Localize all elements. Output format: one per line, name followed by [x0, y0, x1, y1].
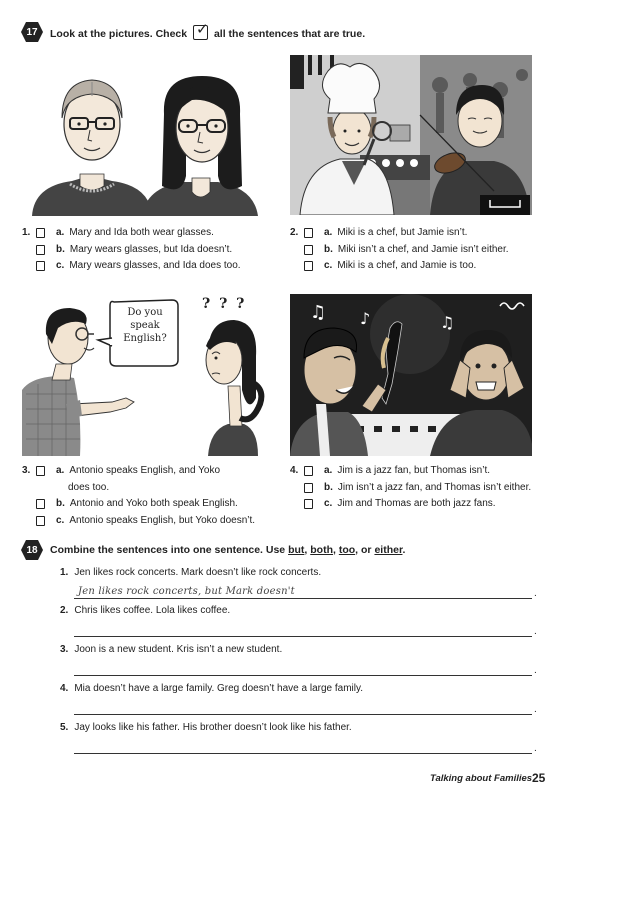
question-2-number: 2. [290, 227, 299, 238]
exercise-18-item-1 [60, 567, 537, 599]
exercise-17-badge [21, 21, 43, 43]
answer-line-5[interactable] [74, 753, 532, 754]
exercise-17-instructions [50, 21, 366, 40]
question-4-option-b[interactable] [290, 480, 610, 497]
exercise-18-item-3 [60, 644, 537, 676]
checkbox-2b[interactable] [304, 245, 313, 255]
footer-section-title: Talking about Families [430, 773, 533, 784]
or-word: or [361, 544, 372, 556]
svg-text:♪: ♪ [360, 309, 371, 328]
item-number: 5. [60, 722, 69, 733]
exercise-17-number: 17 [26, 26, 38, 38]
exercise-18-number: 18 [26, 544, 38, 556]
checkbox-1c[interactable] [36, 261, 45, 271]
question-1-option-b[interactable] [22, 242, 282, 259]
option-letter: a. [324, 465, 333, 476]
speech-line: speak [130, 320, 160, 331]
checkbox-3b[interactable] [36, 499, 45, 509]
line-period: . [534, 626, 537, 637]
option-text: Mary wears glasses, and Ida does too. [69, 260, 241, 271]
option-text: Antonio speaks English, and Yoko [69, 465, 221, 476]
checkbox-3c[interactable] [36, 516, 45, 526]
option-text: Mary wears glasses, but Ida doesn’t. [69, 243, 233, 255]
question-1 [22, 225, 282, 275]
question-2 [290, 225, 590, 275]
option-text: Jim is a jazz fan, but Thomas isn’t. [337, 465, 490, 476]
page-number: 25 [532, 771, 546, 785]
item-number: 3. [60, 644, 69, 655]
keyword-both: both [310, 544, 333, 556]
instructions-text-start: Look at the pictures. Check [50, 28, 188, 40]
question-2-option-c[interactable] [290, 258, 590, 275]
item-sentence: Jen likes rock concerts. Mark doesn’t like rock concerts. [74, 567, 322, 578]
speech-line: Do you [127, 307, 163, 318]
checkbox-2c[interactable] [304, 261, 313, 271]
exercise-18-item-2 [60, 605, 537, 637]
item-sentence: Joon is a new student. Kris isn’t a new student. [74, 644, 283, 655]
keyword-either: either [374, 544, 403, 556]
exercise-18-item-5 [60, 722, 537, 754]
checkbox-4c[interactable] [304, 499, 313, 509]
checkbox-4a[interactable] [304, 466, 313, 476]
question-4 [290, 463, 610, 513]
answer-line-4[interactable] [74, 714, 532, 715]
option-letter: b. [56, 243, 65, 255]
instructions-text-start: Combine the sentences into one sentence. Use [50, 544, 286, 556]
option-letter: b. [324, 243, 333, 255]
picture-miki-and-jamie [290, 55, 532, 215]
question-1-option-c[interactable] [22, 258, 282, 275]
option-text-continued: does too. [68, 481, 110, 493]
option-text: Antonio and Yoko both speak English. [69, 498, 238, 509]
picture-mary-and-ida [22, 56, 274, 216]
question-3-number: 3. [22, 465, 31, 476]
item-sentence: Jay looks like his father. His brother doesn’t look like his father. [74, 722, 352, 733]
option-letter: c. [56, 260, 65, 271]
picture-jim-and-thomas [290, 294, 532, 456]
option-letter: b. [324, 481, 333, 493]
line-period: . [534, 704, 537, 715]
line-period: . [534, 743, 537, 754]
checkbox-4b[interactable] [304, 483, 313, 493]
item-number: 4. [60, 683, 69, 694]
instructions-text-end: all the sentences that are true. [213, 28, 366, 40]
keyword-too: too [338, 544, 356, 556]
answer-line-3[interactable] [74, 675, 532, 676]
handwritten-answer: Jen likes rock concerts, but Mark doesn't [78, 586, 295, 597]
answer-line-1[interactable] [74, 598, 532, 599]
line-period: . [534, 665, 537, 676]
option-text: Miki is a chef, and Jamie is too. [337, 260, 477, 271]
line-period: . [534, 588, 537, 599]
answer-line-2[interactable] [74, 636, 532, 637]
option-letter: a. [56, 227, 65, 238]
option-text: Miki isn’t a chef, and Jamie isn’t either. [337, 243, 509, 255]
question-4-number: 4. [290, 465, 299, 476]
checkbox-2a[interactable] [304, 228, 313, 238]
question-1-option-a[interactable] [22, 225, 282, 242]
picture-antonio-and-yoko [22, 294, 274, 456]
option-letter: c. [324, 498, 333, 509]
checkbox-1a[interactable] [36, 228, 45, 238]
question-2-option-a[interactable] [290, 225, 590, 242]
option-text: Antonio speaks English, but Yoko doesn’t. [69, 514, 256, 526]
checkbox-3a[interactable] [36, 466, 45, 476]
option-text: Mary and Ida both wear glasses. [69, 227, 214, 238]
svg-text:♫: ♫ [440, 313, 455, 332]
checkbox-1b[interactable] [36, 245, 45, 255]
check-example-icon: ✓ [193, 25, 208, 40]
item-number: 1. [60, 567, 69, 578]
option-letter: a. [56, 465, 65, 476]
svg-text:♫: ♫ [310, 302, 327, 323]
question-3 [22, 463, 292, 529]
exercise-18-badge [21, 539, 43, 561]
ida-figure [142, 76, 258, 216]
question-4-option-c[interactable] [290, 496, 610, 513]
option-text: Jim and Thomas are both jazz fans. [337, 498, 496, 509]
exercise-18-item-4 [60, 683, 537, 715]
item-sentence: Chris likes coffee. Lola likes coffee. [74, 605, 231, 616]
option-text: Jim isn’t a jazz fan, and Thomas isn’t either. [337, 481, 532, 493]
item-sentence: Mia doesn’t have a large family. Greg doesn’t have a large family. [74, 683, 364, 694]
question-2-option-b[interactable] [290, 242, 590, 259]
question-4-option-a[interactable] [290, 463, 610, 480]
exercise-18-instructions: Combine the sentences into one sentence. Use but, both, too, or either. [50, 544, 406, 556]
option-letter: c. [56, 514, 65, 526]
option-letter: c. [324, 260, 333, 271]
question-3-option-a[interactable] [22, 463, 292, 496]
speech-line: English? [123, 333, 167, 344]
option-text: Miki is a chef, but Jamie isn’t. [337, 227, 468, 238]
keyword-but: but [288, 544, 305, 556]
question-3-option-b[interactable] [22, 496, 292, 513]
speech-bubble-text [112, 306, 178, 345]
question-marks: ? ? ? [202, 296, 247, 312]
mary-figure [32, 80, 152, 216]
option-letter: b. [56, 498, 65, 509]
option-letter: a. [324, 227, 333, 238]
item-number: 2. [60, 605, 69, 616]
question-3-option-c[interactable] [22, 513, 292, 530]
question-1-number: 1. [22, 227, 31, 238]
